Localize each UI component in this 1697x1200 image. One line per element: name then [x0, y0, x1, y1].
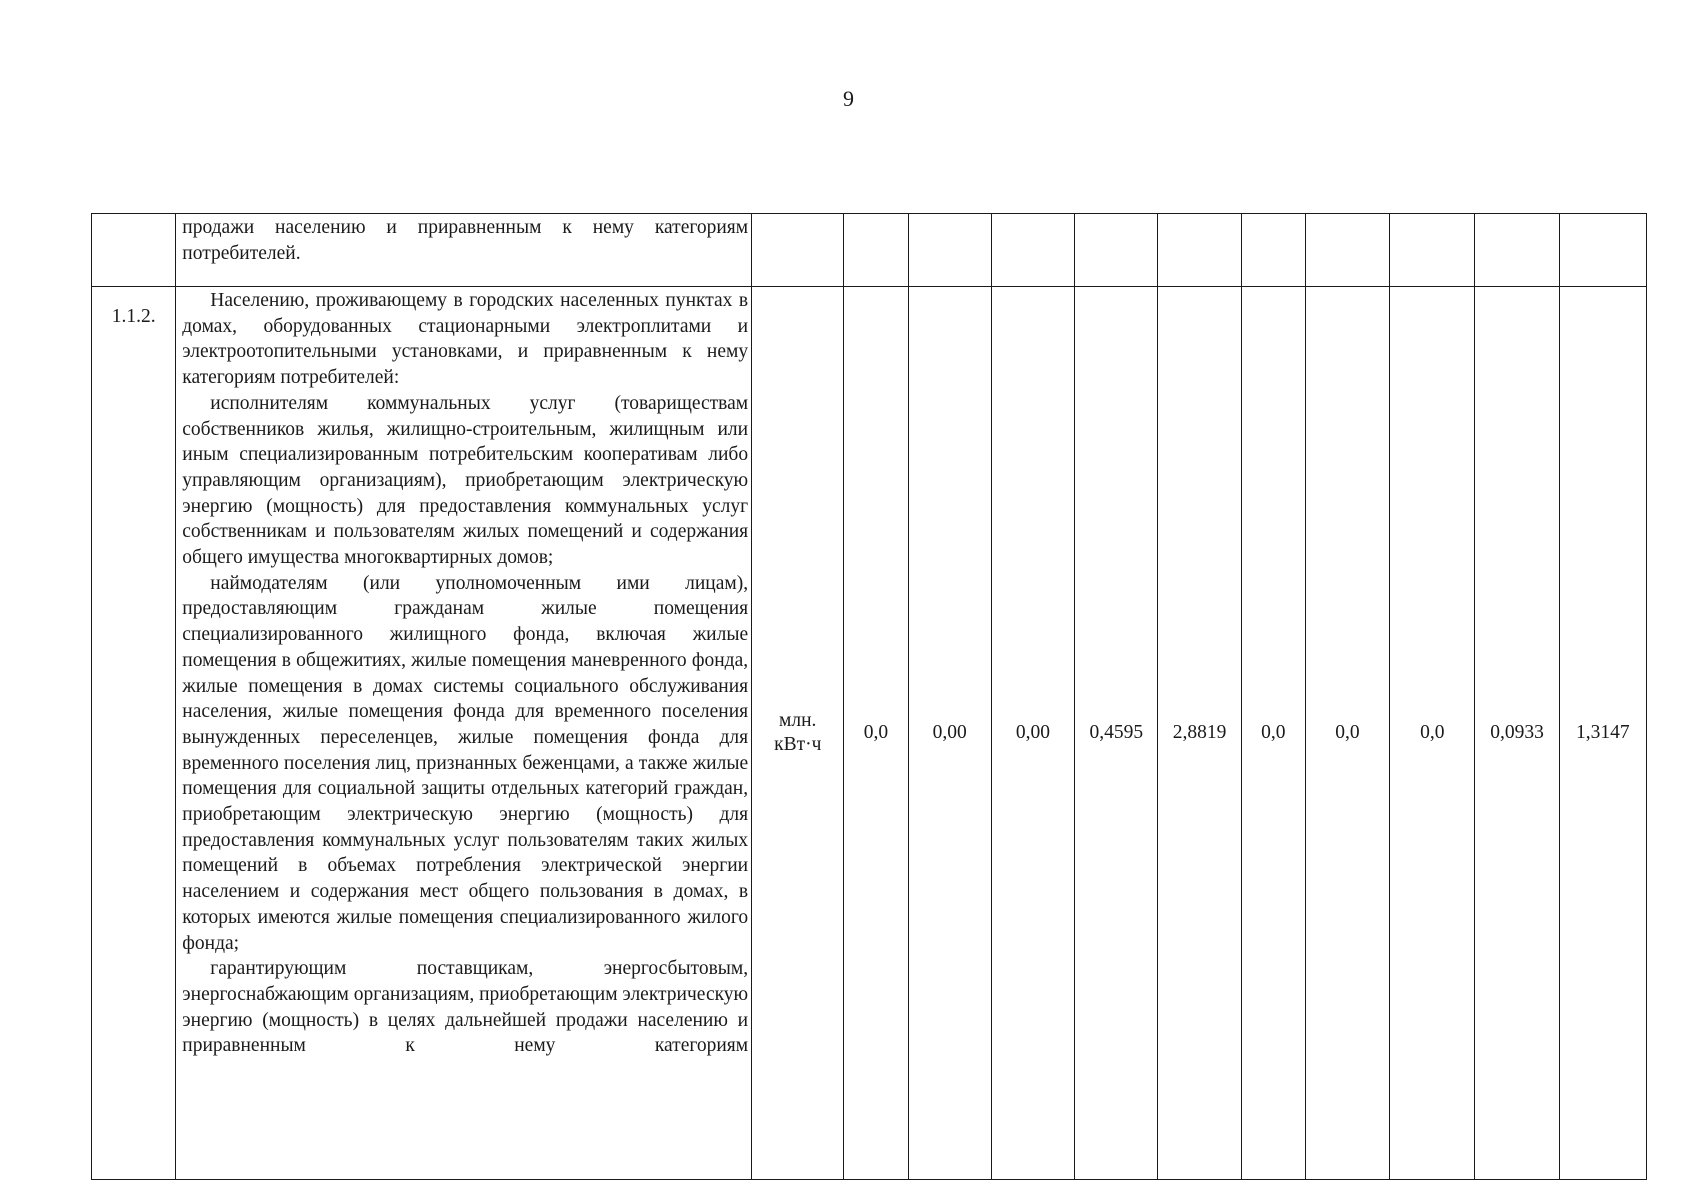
- table-row: [92, 287, 1647, 1180]
- value-cell: [1241, 214, 1305, 287]
- value-cell: [844, 214, 908, 287]
- value-cell: 0,00: [908, 287, 991, 1180]
- value-cell: [908, 214, 991, 287]
- unit-label-line: кВт·ч: [774, 734, 822, 755]
- unit-cell: [752, 214, 844, 287]
- row-description-text: продажи населению и приравненным к нему категориям потребителей.: [182, 217, 749, 264]
- row-number-cell: 1.1.2.: [92, 287, 176, 1180]
- value-cell: 0,0933: [1475, 287, 1559, 1180]
- row-description-cell: [176, 287, 752, 1180]
- value-cell: [1390, 214, 1475, 287]
- row-description-cell: [176, 214, 752, 287]
- value-cell: 0,00: [991, 287, 1074, 1180]
- value-cell: 2,8819: [1158, 287, 1241, 1180]
- data-table: [91, 213, 1647, 1180]
- value-cell: [1305, 214, 1389, 287]
- value-cell: 0,0: [1390, 287, 1475, 1180]
- row-number-cell: [92, 214, 176, 287]
- value-cell: [1475, 214, 1559, 287]
- value-cell: 0,0: [1305, 287, 1389, 1180]
- page-number: 9: [843, 86, 854, 111]
- row-description-paragraph: наймодателям (или уполномоченным ими лицам), предоставляющим гражданам жилые помещения специализированного жилищного фонда, включая жилые помещения в общежитиях, жилые помещения маневренного фонда, жилые помещения в домах системы социального обслуживания населения, жилые помещения фонда для временного поселения вынужденных переселенцев, жилые помещения фонда для временного поселения лиц, признанных беженцами, а также жилые помещения для социальной защиты отдельных категорий граждан, приобретающим электрическую энергию (мощность) для предоставления коммунальных услуг пользователям таких жилых помещений в объемах потребления электрической энергии населением и содержания мест общего пользования в домах, в которых имеются жилые помещения специализированного жилого фонда;: [182, 572, 749, 954]
- value-cell: 0,0: [844, 287, 908, 1180]
- row-description-paragraph: Населению, проживающему в городских населенных пунктах в домах, оборудованных стационарными электроплитами и электроотопительными установками, и приравненным к нему категориям потребителей:: [182, 290, 749, 389]
- value-cell: [1559, 214, 1646, 287]
- row-description-paragraph: исполнителям коммунальных услуг (товариществам собственников жилья, жилищно-строительным, жилищным или иным специализированным потребительским кооперативам либо управляющим организациям), приобретающим электрическую энергию (мощность) для предоставления коммунальных услуг собственникам и пользователям жилых помещений и содержания общего имущества многоквартирных домов;: [182, 392, 749, 569]
- unit-cell: [752, 287, 844, 1180]
- value-cell: 0,0: [1241, 287, 1305, 1180]
- unit-label-line: млн.: [779, 710, 817, 731]
- value-cell: [1075, 214, 1158, 287]
- value-cell: [1158, 214, 1241, 287]
- value-cell: 1,3147: [1559, 287, 1646, 1180]
- row-description-paragraph: гарантирующим поставщикам, энергосбытовым, энергоснабжающим организациям, приобретающим электрическую энергию (мощность) в целях дальнейшей продажи населению и приравненным к нему категориям: [182, 958, 749, 1057]
- value-cell: [991, 214, 1074, 287]
- continuation-row: [92, 214, 1647, 287]
- value-cell: 0,4595: [1075, 287, 1158, 1180]
